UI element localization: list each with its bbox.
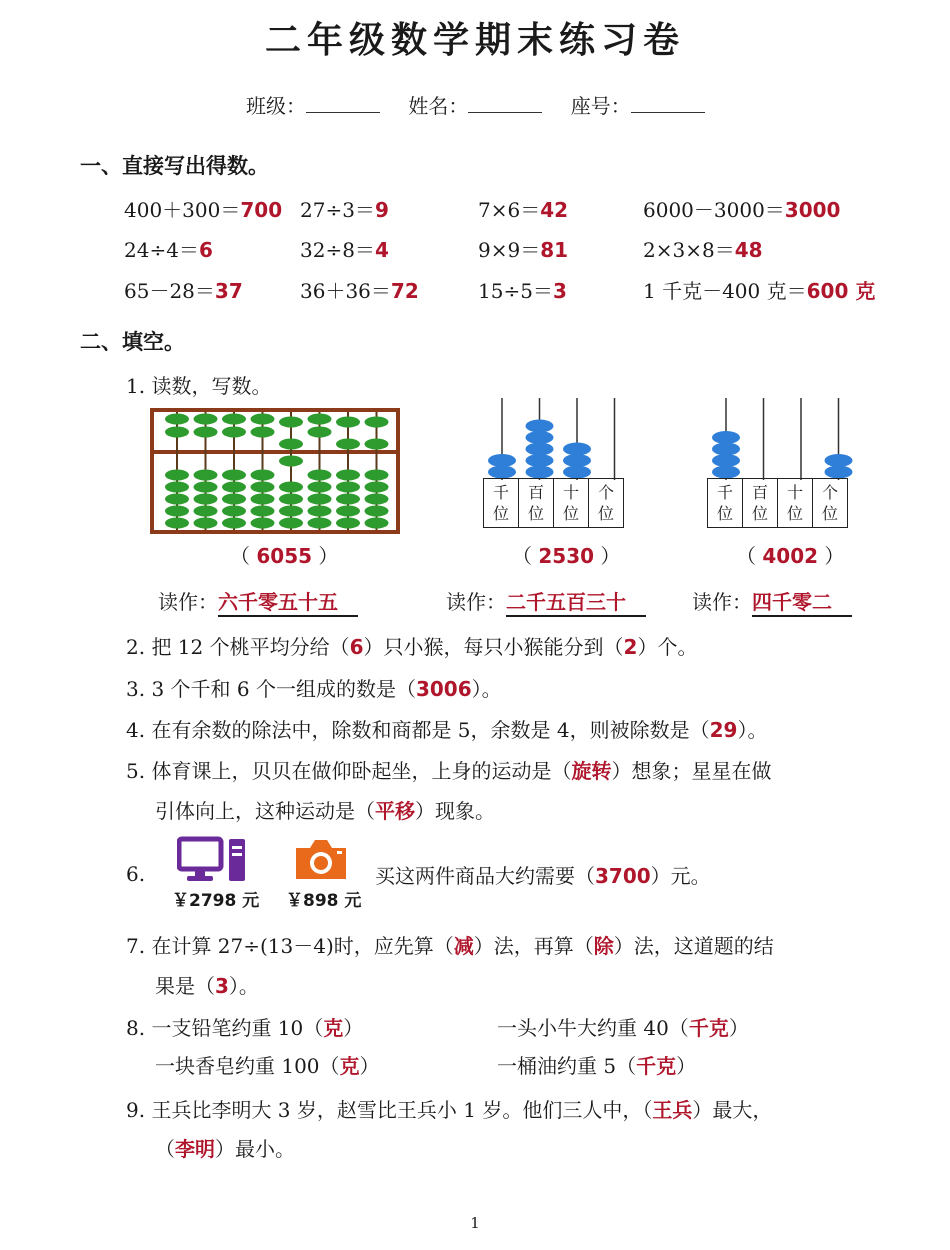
counter-bead: [526, 454, 554, 467]
question-7-line-2: 果是（3）。: [155, 974, 259, 998]
abacus-bead: [165, 482, 189, 493]
calc-answer: 6: [198, 238, 213, 262]
abacus-bead: [251, 470, 275, 481]
abacus-bead: [336, 494, 360, 505]
abacus-bead: [165, 414, 189, 425]
question-8-item-4: 一桶油约重 5（千克）: [497, 1054, 697, 1078]
abacus-bead: [194, 506, 218, 517]
calc-question: 36＋36＝: [300, 279, 391, 303]
calc-question: 9×9＝: [478, 238, 541, 262]
abacus-bead: [279, 494, 303, 505]
section1-heading: 一、直接写出得数。: [80, 154, 269, 178]
abacus-bead: [165, 518, 189, 529]
calc-question: 32÷8＝: [300, 238, 375, 262]
abacus-bead: [336, 506, 360, 517]
counter-bead: [526, 466, 554, 479]
abacus-bead: [365, 506, 389, 517]
abacus-bead: [251, 427, 275, 438]
counter-bead: [712, 443, 740, 456]
place-hundreds: 百 位: [743, 479, 778, 528]
calc-answer: 42: [540, 198, 569, 222]
calc-item: [300, 275, 419, 304]
question-7-line-1: 7. 在计算 27÷(13－4)时，应先算（减）法，再算（除）法，这道题的结: [126, 934, 774, 958]
abacus-bead: [165, 494, 189, 505]
abacus-bead: [222, 518, 246, 529]
calc-item: [300, 234, 389, 263]
calc-item: [478, 275, 567, 304]
camera-price: ￥898 元: [286, 891, 362, 911]
place-tens: 十 位: [778, 479, 813, 528]
abacus-bead: [308, 427, 332, 438]
calc-answer: 600 克: [806, 279, 876, 303]
abacus-bead: [308, 494, 332, 505]
abacus: [150, 408, 400, 534]
calc-item: [643, 194, 840, 223]
abacus-bead: [222, 494, 246, 505]
question-9-line-1: 9. 王兵比李明大 3 岁，赵雪比王兵小 1 岁。他们三人中，（王兵）最大，: [126, 1098, 773, 1122]
question-6-number: 6.: [126, 862, 146, 886]
calc-item: [643, 234, 763, 263]
question-5-line-2: 引体向上，这种运动是（平移）现象。: [155, 799, 495, 823]
question-6-text: 买这两件商品大约需要（3700）元。: [375, 864, 711, 888]
abacus-bead: [279, 417, 303, 428]
counter-2530-rods: [483, 396, 637, 480]
calc-item: [478, 194, 568, 223]
place-ones: 个 位: [813, 479, 848, 528]
abacus-bead: [336, 470, 360, 481]
question-8-item-1: 8. 一支铅笔约重 10（克）: [126, 1016, 364, 1040]
abacus-bead: [222, 470, 246, 481]
read-row-1: 读作：六千零五十五: [158, 586, 358, 617]
calc-answer: 4: [374, 238, 389, 262]
calc-answer: 3: [552, 279, 567, 303]
place-thousands: 千 位: [484, 479, 519, 528]
abacus-bead: [365, 417, 389, 428]
abacus-bead: [279, 456, 303, 467]
counter-bead: [526, 420, 554, 433]
abacus-bead: [194, 470, 218, 481]
calc-answer: 3000: [784, 198, 841, 222]
abacus-bead: [194, 494, 218, 505]
calc-answer: 81: [540, 238, 569, 262]
abacus-bead: [279, 439, 303, 450]
question-4: 4. 在有余数的除法中，除数和商都是 5，余数是 4，则被除数是（29）。: [126, 718, 768, 742]
calc-item: [478, 234, 568, 263]
question-5-line-1: 5. 体育课上，贝贝在做仰卧起坐，上身的运动是（旋转）想象；星星在做: [126, 759, 772, 783]
page-title: 二年级数学期末练习卷: [264, 20, 685, 61]
abacus-frame: [152, 410, 398, 532]
abacus-bead: [165, 506, 189, 517]
abacus-bead: [336, 417, 360, 428]
calc-question: 2×3×8＝: [643, 238, 735, 262]
abacus-bead: [222, 414, 246, 425]
counter-bead: [563, 443, 591, 456]
question-8-item-3: 一块香皂约重 100（克）: [155, 1054, 380, 1078]
place-value-table-a: [483, 478, 624, 528]
calc-answer: 72: [390, 279, 419, 303]
question-9-line-2: （李明）最小。: [155, 1137, 295, 1161]
abacus-bead: [222, 482, 246, 493]
counter-4002: [707, 396, 861, 532]
counter-bead: [712, 466, 740, 479]
question-2: 2. 把 12 个桃平均分给（6）只小猴，每只小猴能分到（2）个。: [126, 635, 698, 659]
calc-question: 27÷3＝: [300, 198, 375, 222]
counter-2530: [483, 396, 637, 532]
abacus-bead: [251, 414, 275, 425]
abacus-bead: [308, 506, 332, 517]
counter-bead: [526, 431, 554, 444]
place-tens: 十 位: [554, 479, 589, 528]
calc-answer: 37: [214, 279, 243, 303]
class-blank[interactable]: [306, 94, 380, 113]
computer-icon: [177, 836, 249, 884]
counter-b-number: （ 4002 ）: [736, 544, 845, 568]
counter-a-number: （ 2530 ）: [512, 544, 621, 568]
abacus-bead: [308, 518, 332, 529]
counter-bead: [712, 431, 740, 444]
q1-label: 1. 读数，写数。: [126, 374, 272, 398]
abacus-bead: [336, 482, 360, 493]
abacus-bead: [279, 506, 303, 517]
abacus-bead: [308, 482, 332, 493]
calc-question: 1 千克－400 克＝: [643, 279, 807, 303]
seat-blank[interactable]: [631, 94, 705, 113]
abacus-bead: [194, 482, 218, 493]
camera-icon: [292, 836, 350, 882]
calc-question: 6000－3000＝: [643, 198, 785, 222]
abacus-rods: [165, 412, 389, 530]
counter-bead: [563, 466, 591, 479]
abacus-bead: [336, 518, 360, 529]
calc-question: 65－28＝: [124, 279, 215, 303]
calc-question: 15÷5＝: [478, 279, 553, 303]
abacus-bead: [365, 518, 389, 529]
counter-bead: [825, 466, 853, 479]
question-3: 3. 3 个千和 6 个一组成的数是（3006）。: [126, 677, 502, 701]
calc-question: 400＋300＝: [124, 198, 241, 222]
abacus-bead: [365, 439, 389, 450]
seat-label: 座号：: [570, 94, 631, 118]
calc-question: 24÷4＝: [124, 238, 199, 262]
place-value-table-b: [707, 478, 848, 528]
abacus-number: （ 6055 ）: [230, 544, 339, 568]
counter-bead: [825, 454, 853, 467]
counter-bead: [526, 443, 554, 456]
abacus-bead: [251, 494, 275, 505]
counter-bead: [712, 454, 740, 467]
section2-heading: 二、填空。: [80, 330, 185, 354]
abacus-bead: [308, 470, 332, 481]
abacus-bead: [365, 470, 389, 481]
abacus-bead: [365, 494, 389, 505]
abacus-bead: [336, 439, 360, 450]
counter-bead: [488, 454, 516, 467]
abacus-bead: [165, 470, 189, 481]
abacus-bead: [251, 482, 275, 493]
abacus-bead: [279, 482, 303, 493]
calc-item: [643, 275, 875, 304]
abacus-bead: [365, 482, 389, 493]
abacus-bead: [308, 414, 332, 425]
calc-item: [300, 194, 389, 223]
calc-answer: 700: [240, 198, 283, 222]
read-row-3: 读作：四千零二: [692, 586, 852, 617]
abacus-bead: [251, 518, 275, 529]
abacus-bead: [194, 414, 218, 425]
student-info: [246, 90, 705, 119]
abacus-bead: [222, 427, 246, 438]
calc-item: [124, 275, 243, 304]
abacus-bead: [251, 506, 275, 517]
abacus-bead: [165, 427, 189, 438]
calc-item: [124, 234, 213, 263]
abacus-bead: [279, 518, 303, 529]
abacus-bead: [194, 427, 218, 438]
name-blank[interactable]: [468, 94, 542, 113]
question-8-item-2: 一头小牛大约重 40（千克）: [497, 1016, 749, 1040]
read-row-2: 读作：二千五百三十: [446, 586, 646, 617]
counter-bead: [488, 466, 516, 479]
class-label: 班级：: [246, 94, 306, 118]
calc-answer: 9: [374, 198, 389, 222]
place-hundreds: 百 位: [519, 479, 554, 528]
counter-4002-rods: [707, 396, 861, 480]
abacus-bead: [194, 518, 218, 529]
calc-answer: 48: [734, 238, 763, 262]
place-thousands: 千 位: [708, 479, 743, 528]
place-ones: 个 位: [589, 479, 624, 528]
calc-item: [124, 194, 282, 223]
name-label: 姓名：: [408, 94, 469, 118]
computer-price: ￥2798 元: [172, 891, 260, 911]
page-number: 1: [470, 1214, 480, 1232]
abacus-bead: [222, 506, 246, 517]
calc-question: 7×6＝: [478, 198, 541, 222]
counter-bead: [563, 454, 591, 467]
